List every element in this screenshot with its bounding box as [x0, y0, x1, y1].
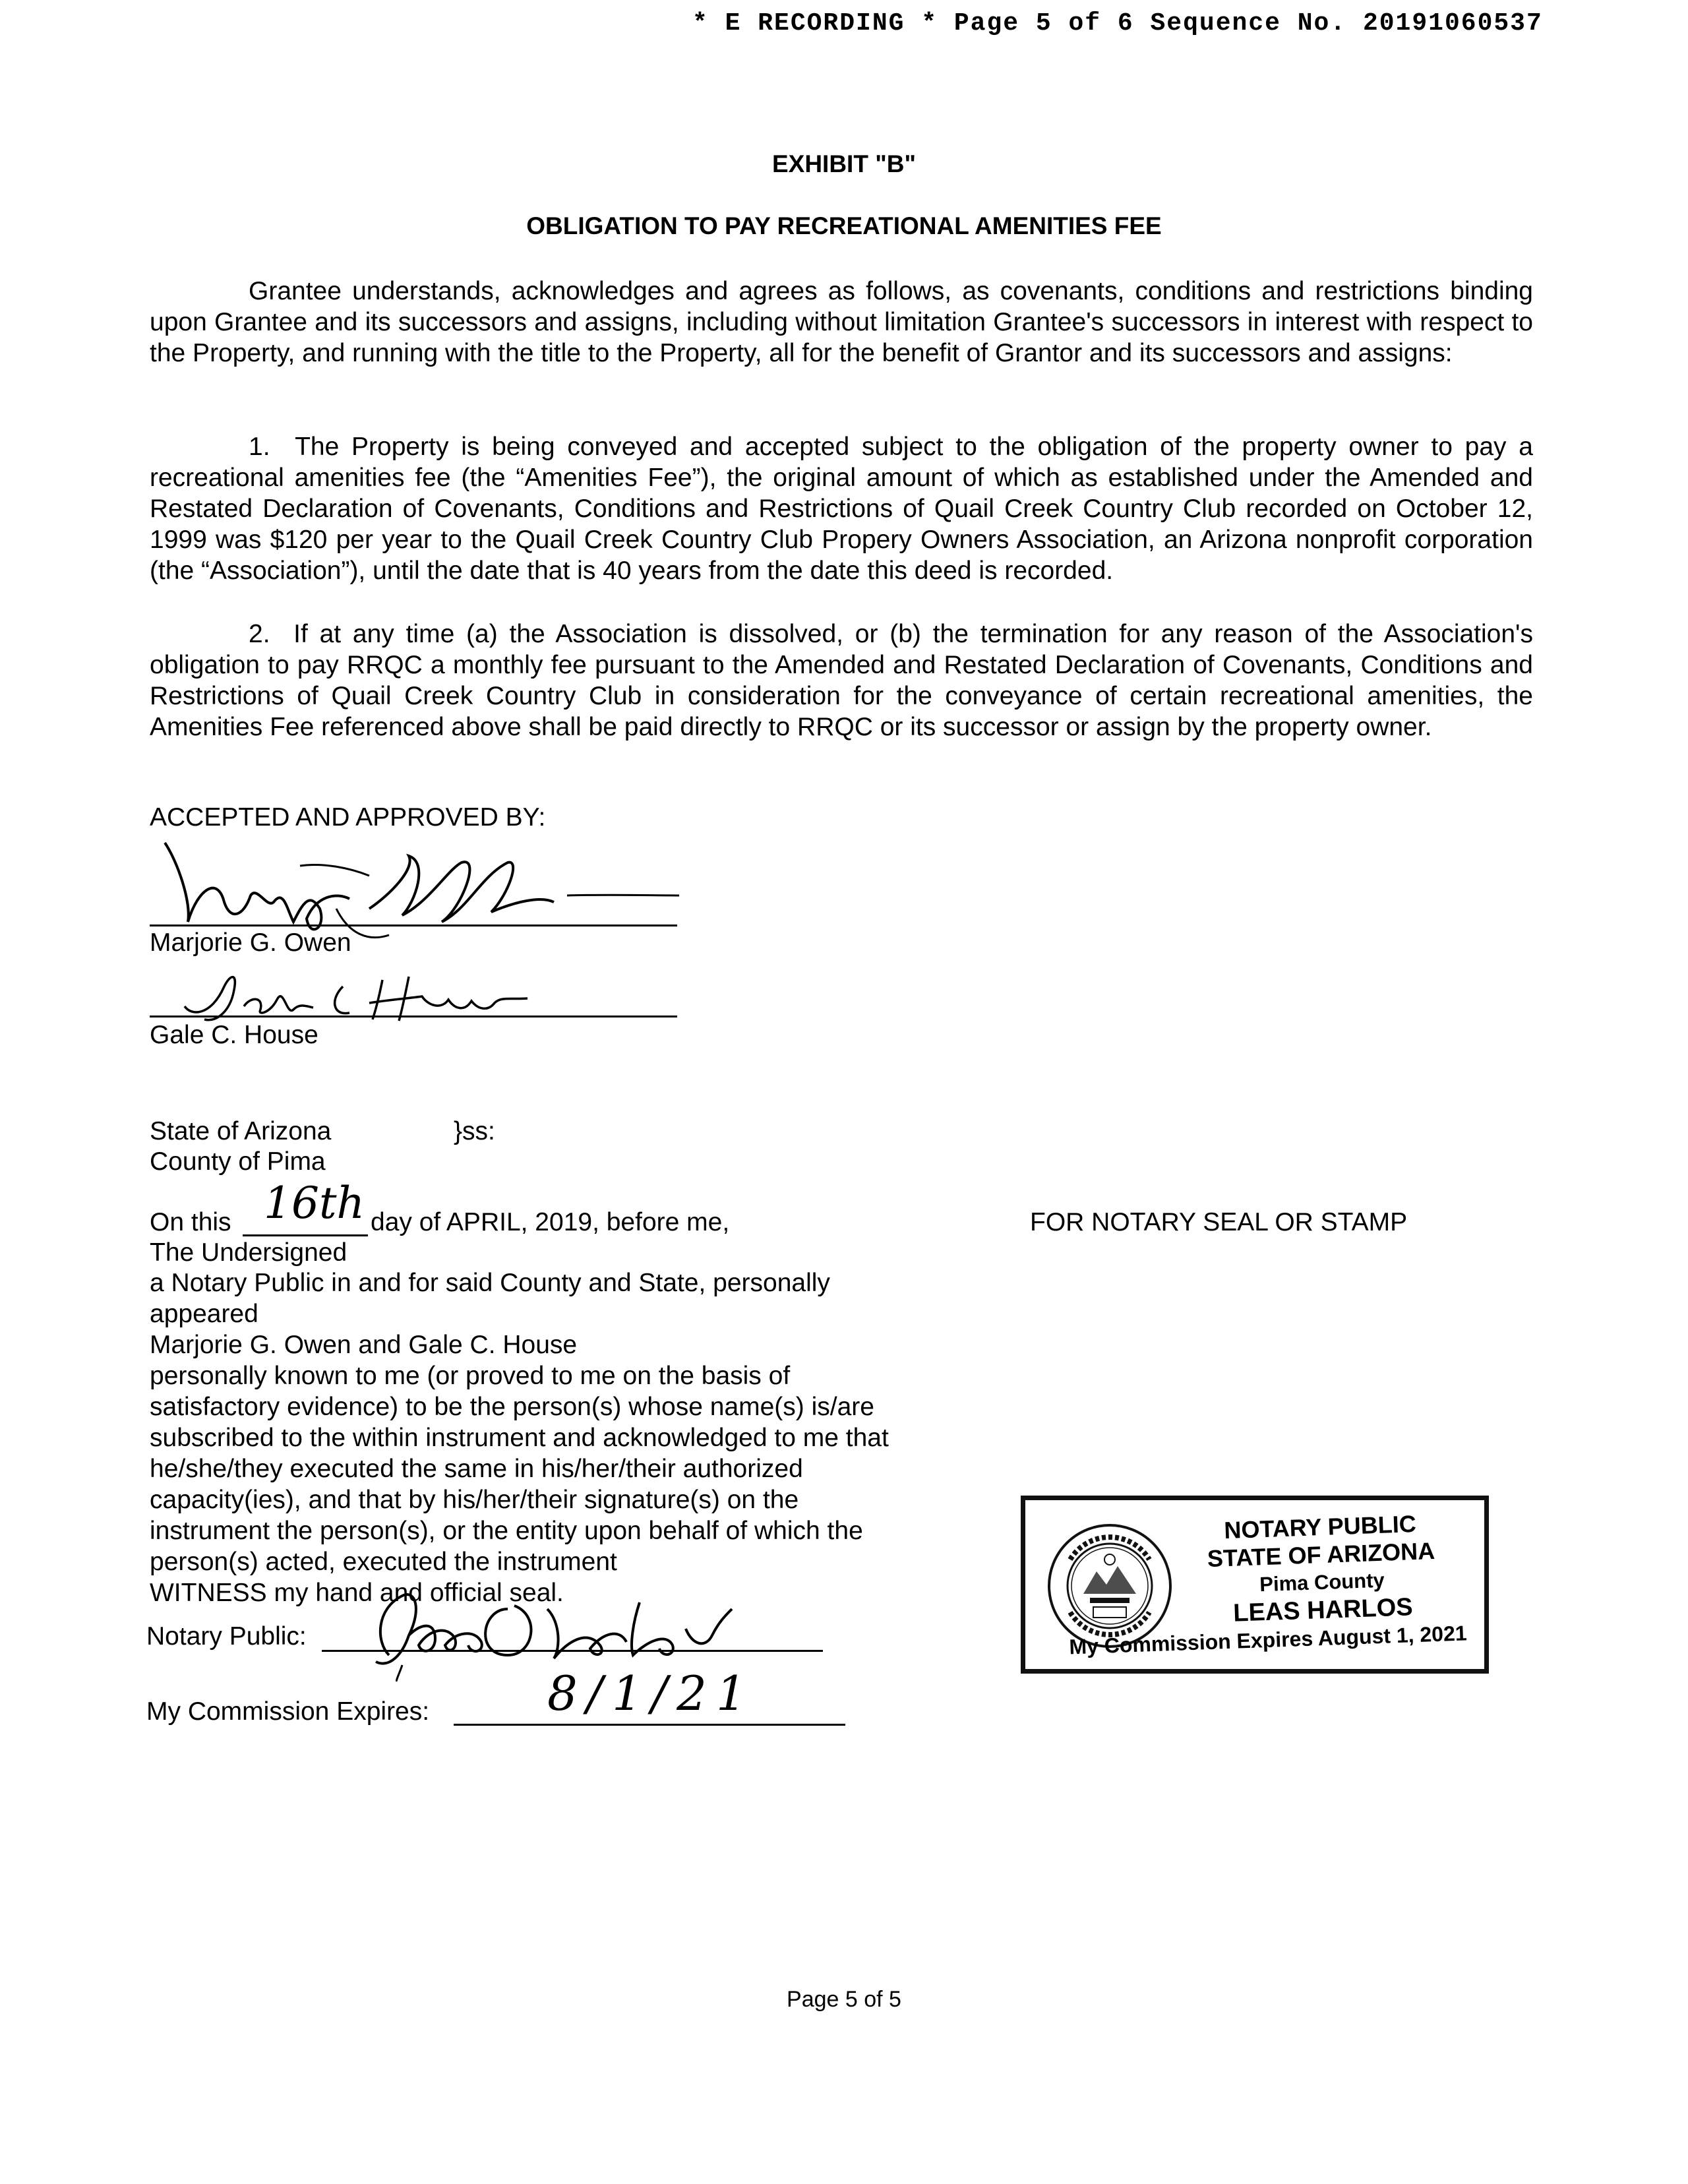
on-this-label: On this — [150, 1208, 231, 1236]
notary-line: a Notary Public in and for said County and State, personally — [150, 1269, 830, 1297]
commission-label: My Commission Expires: — [146, 1697, 430, 1726]
signer-2-name: Gale C. House — [150, 1021, 318, 1049]
notary-acknowledgment — [150, 1267, 967, 1608]
notary-line: Marjorie G. Owen and Gale C. House — [150, 1331, 578, 1359]
notary-line: appeared — [150, 1300, 258, 1328]
notary-stamp — [1021, 1496, 1489, 1674]
notary-line: he/she/they executed the same in his/her/their authorized — [150, 1455, 803, 1483]
signature-line-1 — [150, 925, 677, 926]
day-of-text: day of APRIL, 2019, before me, — [371, 1208, 730, 1236]
signature-line-2 — [150, 1016, 677, 1017]
stamp-text — [1068, 1508, 1476, 1659]
notary-line: WITNESS my hand and official seal. — [150, 1579, 564, 1607]
notary-line: person(s) acted, executed the instrument — [150, 1548, 617, 1576]
stamp-county: Pima County — [1259, 1568, 1385, 1596]
stamp-commission: My Commission Expires August 1, 2021 — [1068, 1621, 1468, 1659]
undersigned-text: The Undersigned — [150, 1238, 347, 1267]
commission-line — [454, 1724, 845, 1726]
item-2-number: 2. — [249, 620, 270, 648]
item-1-paragraph — [150, 431, 1533, 586]
county-line: County of Pima — [150, 1147, 326, 1176]
obligation-title: OBLIGATION TO PAY RECREATIONAL AMENITIES FEE — [526, 212, 1162, 239]
notary-signature-line — [322, 1650, 823, 1652]
notary-line: capacity(ies), and that by his/her/their signature(s) on the — [150, 1486, 799, 1514]
signer-1-name: Marjorie G. Owen — [150, 928, 351, 957]
notary-public-label: Notary Public: — [146, 1622, 307, 1651]
item-1-number: 1. — [249, 433, 270, 461]
notary-line: instrument the person(s), or the entity upon behalf of which the — [150, 1517, 863, 1545]
handwritten-expiry: 8/1/21 — [547, 1666, 756, 1721]
notary-line: personally known to me (or proved to me on the basis of — [150, 1362, 791, 1390]
stamp-notary-name: LEAS HARLOS — [1232, 1593, 1414, 1627]
handwritten-day: 16th — [264, 1178, 365, 1228]
day-blank-line — [243, 1234, 368, 1236]
exhibit-title: EXHIBIT "B" — [771, 150, 917, 177]
stamp-notary-public: NOTARY PUBLIC — [1223, 1509, 1417, 1544]
item-1-text: The Property is being conveyed and accepted subject to the obligation of the property owner to pay a recreational amenities fee (the “Amenities Fee”), the original amount of which as established under the Amended and Restated Declaration of Covenants, Conditions and Restrictions of Quail Creek Country Club recorded on October 12, 1999 was $120 per year to the Quail Creek Country Club Propery Owners Association, an Arizona nonprofit corporation (the “Association”), until the date that is 40 years from the date this deed is recorded. — [150, 433, 1534, 585]
ss-label: }ss: — [454, 1117, 495, 1145]
item-2-text: If at any time (a) the Association is dissolved, or (b) the termination for any reason of the Association's obligation to pay RRQC a monthly fee pursuant to the Amended and Restated Declaration of Covenants, Conditions and Restrictions of Quail Creek Country Club in consideration for the conveyance of certain recreational amenities, the Amenities Fee referenced above shall be paid directly to RRQC or its successor or assign by the property owner. — [150, 620, 1534, 741]
recording-header: * E RECORDING * Page 5 of 6 Sequence No. 20191060537 — [692, 9, 1543, 38]
item-2-paragraph — [150, 619, 1533, 743]
notary-line: subscribed to the within instrument and acknowledged to me that — [150, 1424, 889, 1452]
accepted-label: ACCEPTED AND APPROVED BY: — [150, 803, 546, 832]
page-footer: Page 5 of 5 — [787, 1987, 901, 2012]
state-line: State of Arizona — [150, 1117, 332, 1145]
notary-line: satisfactory evidence) to be the person(s) whose name(s) is/are — [150, 1393, 874, 1421]
stamp-state: STATE OF ARIZONA — [1207, 1537, 1435, 1573]
intro-paragraph: Grantee understands, acknowledges and agrees as follows, as covenants, conditions and restrictions binding upon Grantee and its successors and assigns, including without limitation Grantee's successors in interest with respect to the Property, and running with the title to the Property, all for the benefit of Grantor and its successors and assigns: — [150, 277, 1533, 367]
notary-seal-placeholder: FOR NOTARY SEAL OR STAMP — [1030, 1208, 1408, 1236]
